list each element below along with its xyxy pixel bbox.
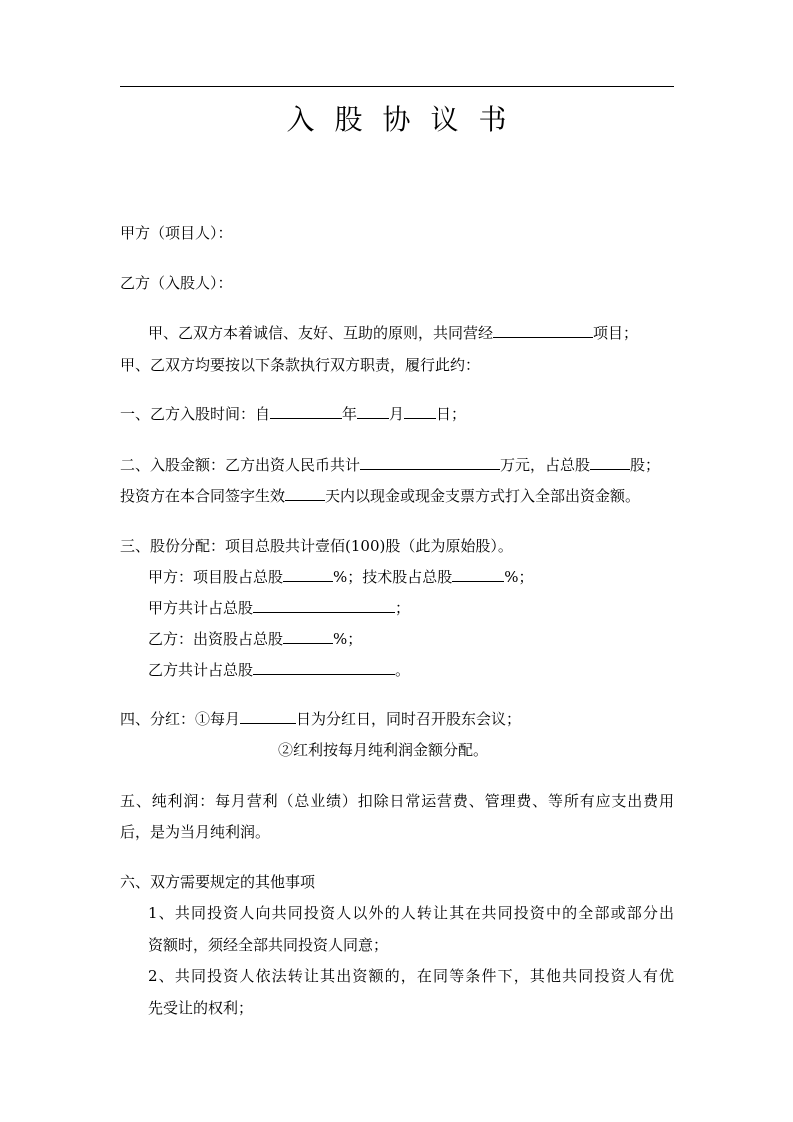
document-title: 入股协议书 xyxy=(286,103,527,136)
day-label: 日； xyxy=(436,405,467,423)
clause-4-line-1 xyxy=(120,709,521,729)
clause-3-party-b-shares xyxy=(148,629,362,649)
tech-share-blank xyxy=(452,567,504,582)
year-label: 年 xyxy=(342,405,358,423)
party-b-label: 乙方（入股人）： xyxy=(120,274,233,292)
clause-2-line-2 xyxy=(120,486,640,506)
clause-4-label: 四、分红：①每月 xyxy=(120,710,241,728)
clause-5-line-1: 五、纯利润：每月营利（总业绩）扣除日常运营费、管理费、等所有应支出费用 xyxy=(120,792,674,810)
clause-1-label: 一、乙方入股时间：自 xyxy=(120,405,271,423)
project-share-blank xyxy=(283,567,333,582)
clause-4-line-2: ②红利按每月纯利润金额分配。 xyxy=(278,741,489,759)
party-a-total-blank xyxy=(253,598,395,613)
clause-2-post: 股； xyxy=(630,456,661,474)
party-b-total-post: 。 xyxy=(395,661,411,679)
clause-6-item-2-line-1: 2、共同投资人依法转让其出资额的，在同等条件下，其他共同投资人有优 xyxy=(148,967,674,985)
party-b-total-blank xyxy=(253,660,395,675)
day-blank xyxy=(404,404,436,419)
header-rule xyxy=(120,86,674,87)
party-b-capital-post: %； xyxy=(333,630,363,648)
clause-2-line2-post: 天内以现金或现金支票方式打入全部出资金额。 xyxy=(325,487,641,505)
shares-blank xyxy=(590,455,630,470)
clause-3-party-b-total xyxy=(148,660,410,680)
clause-6-item-1-line-1: 1、共同投资人向共同投资人以外的人转让其在共同投资中的全部或部分出 xyxy=(148,904,674,922)
intro-text-pre: 甲、乙双方本着诚信、友好、互助的原则，共同营经 xyxy=(148,324,494,342)
party-a-label: 甲方（项目人）： xyxy=(120,224,233,242)
intro-line-2: 甲、乙双方均要按以下条款执行双方职责，履行此约： xyxy=(120,356,481,374)
clause-4-post: 日为分红日，同时召开股东会议； xyxy=(296,710,522,728)
clause-6-item-2-line-2: 先受让的权利； xyxy=(148,999,254,1017)
amount-blank xyxy=(360,455,500,470)
month-blank xyxy=(357,404,389,419)
clause-2-label: 二、入股金额：乙方出资人民币共计 xyxy=(120,456,361,474)
clause-2-line2-pre: 投资方在本合同签字生效 xyxy=(120,487,286,505)
clause-2-mid: 万元，占总股 xyxy=(500,456,591,474)
party-a-tech-post: %； xyxy=(504,568,534,586)
party-a-project-label: 甲方：项目股占总股 xyxy=(148,568,284,586)
intro-line-1 xyxy=(148,323,638,343)
clause-6-item-1-line-2: 资额时，须经全部共同投资人同意； xyxy=(148,936,389,954)
year-blank xyxy=(270,404,342,419)
days-blank xyxy=(285,486,325,501)
project-name-blank xyxy=(493,323,593,338)
party-b-capital-label: 乙方：出资股占总股 xyxy=(148,630,284,648)
party-a-total-post: ； xyxy=(395,599,411,617)
clause-5-line-2: 后，是为当月纯利润。 xyxy=(120,823,271,841)
clause-1 xyxy=(120,404,466,424)
party-a-total-label: 甲方共计占总股 xyxy=(148,599,254,617)
party-a-tech-label: %；技术股占总股 xyxy=(333,568,453,586)
clause-6-head: 六、双方需要规定的其他事项 xyxy=(120,873,316,891)
capital-share-blank xyxy=(283,629,333,644)
clause-3-head: 三、股份分配：项目总股共计壹佰(100)股（此为原始股）。 xyxy=(120,537,513,555)
intro-text-post: 项目； xyxy=(593,324,639,342)
clause-3-party-a-shares xyxy=(148,567,534,587)
clause-2-line-1 xyxy=(120,455,660,475)
party-b-total-label: 乙方共计占总股 xyxy=(148,661,254,679)
month-label: 月 xyxy=(389,405,405,423)
dividend-day-blank xyxy=(240,709,296,724)
clause-3-party-a-total xyxy=(148,598,410,618)
